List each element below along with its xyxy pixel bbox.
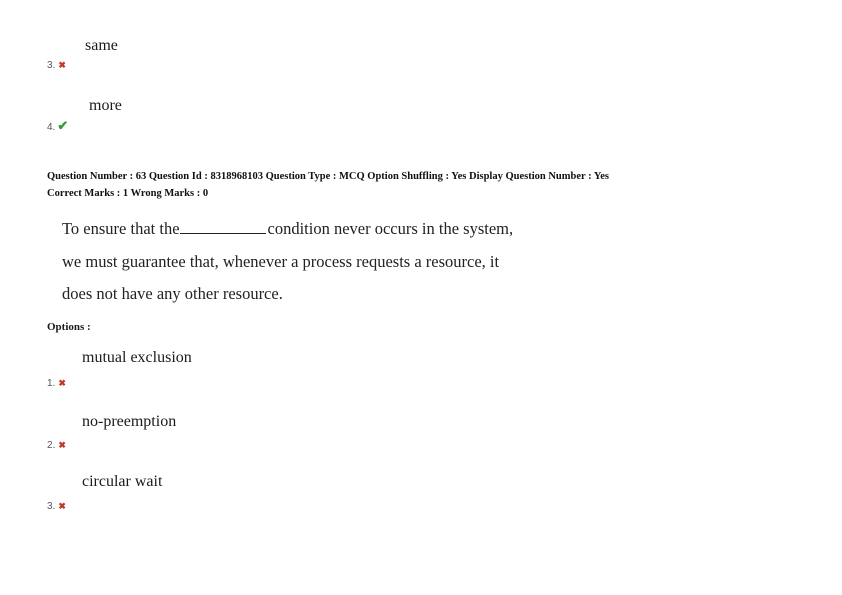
prev-option-3-text: same — [85, 37, 118, 54]
option-3-marker — [47, 496, 66, 514]
cross-icon: ✖ — [58, 60, 66, 70]
option-2-text: no-preemption — [82, 413, 177, 430]
check-icon: ✔ — [57, 118, 69, 133]
prev-option-4-text: more — [89, 97, 122, 114]
prev-option-4-number: 4. — [47, 122, 56, 133]
question-text-line1 — [62, 219, 513, 239]
prev-option-4-marker — [47, 117, 68, 135]
option-3-number: 3. — [47, 501, 56, 512]
option-1-marker — [47, 373, 66, 391]
option-2-marker — [47, 435, 66, 453]
option-3-text: circular wait — [82, 473, 163, 490]
prev-option-3-number: 3. — [47, 60, 56, 71]
option-2-number: 2. — [47, 440, 56, 451]
option-1-text: mutual exclusion — [82, 349, 192, 366]
question-meta-line2: Correct Marks : 1 Wrong Marks : 0 — [47, 188, 209, 199]
answer-blank — [180, 221, 266, 234]
question-text-line2: we must guarantee that, whenever a process requests a resource, it — [62, 252, 500, 271]
options-label: Options : — [47, 321, 91, 333]
prev-option-3-marker — [47, 55, 66, 73]
question-text-part2: condition never occurs in the system, — [267, 219, 514, 238]
cross-icon: ✖ — [58, 378, 66, 388]
question-meta-line1: Question Number : 63 Question Id : 8318968103 Question Type : MCQ Option Shuffling : Yes Display Question Number : Yes — [47, 171, 610, 182]
option-1-number: 1. — [47, 378, 56, 389]
question-text-part1: To ensure that the — [62, 219, 180, 238]
cross-icon: ✖ — [58, 501, 66, 511]
cross-icon: ✖ — [58, 440, 66, 450]
question-text-line3: does not have any other resource. — [62, 284, 283, 303]
